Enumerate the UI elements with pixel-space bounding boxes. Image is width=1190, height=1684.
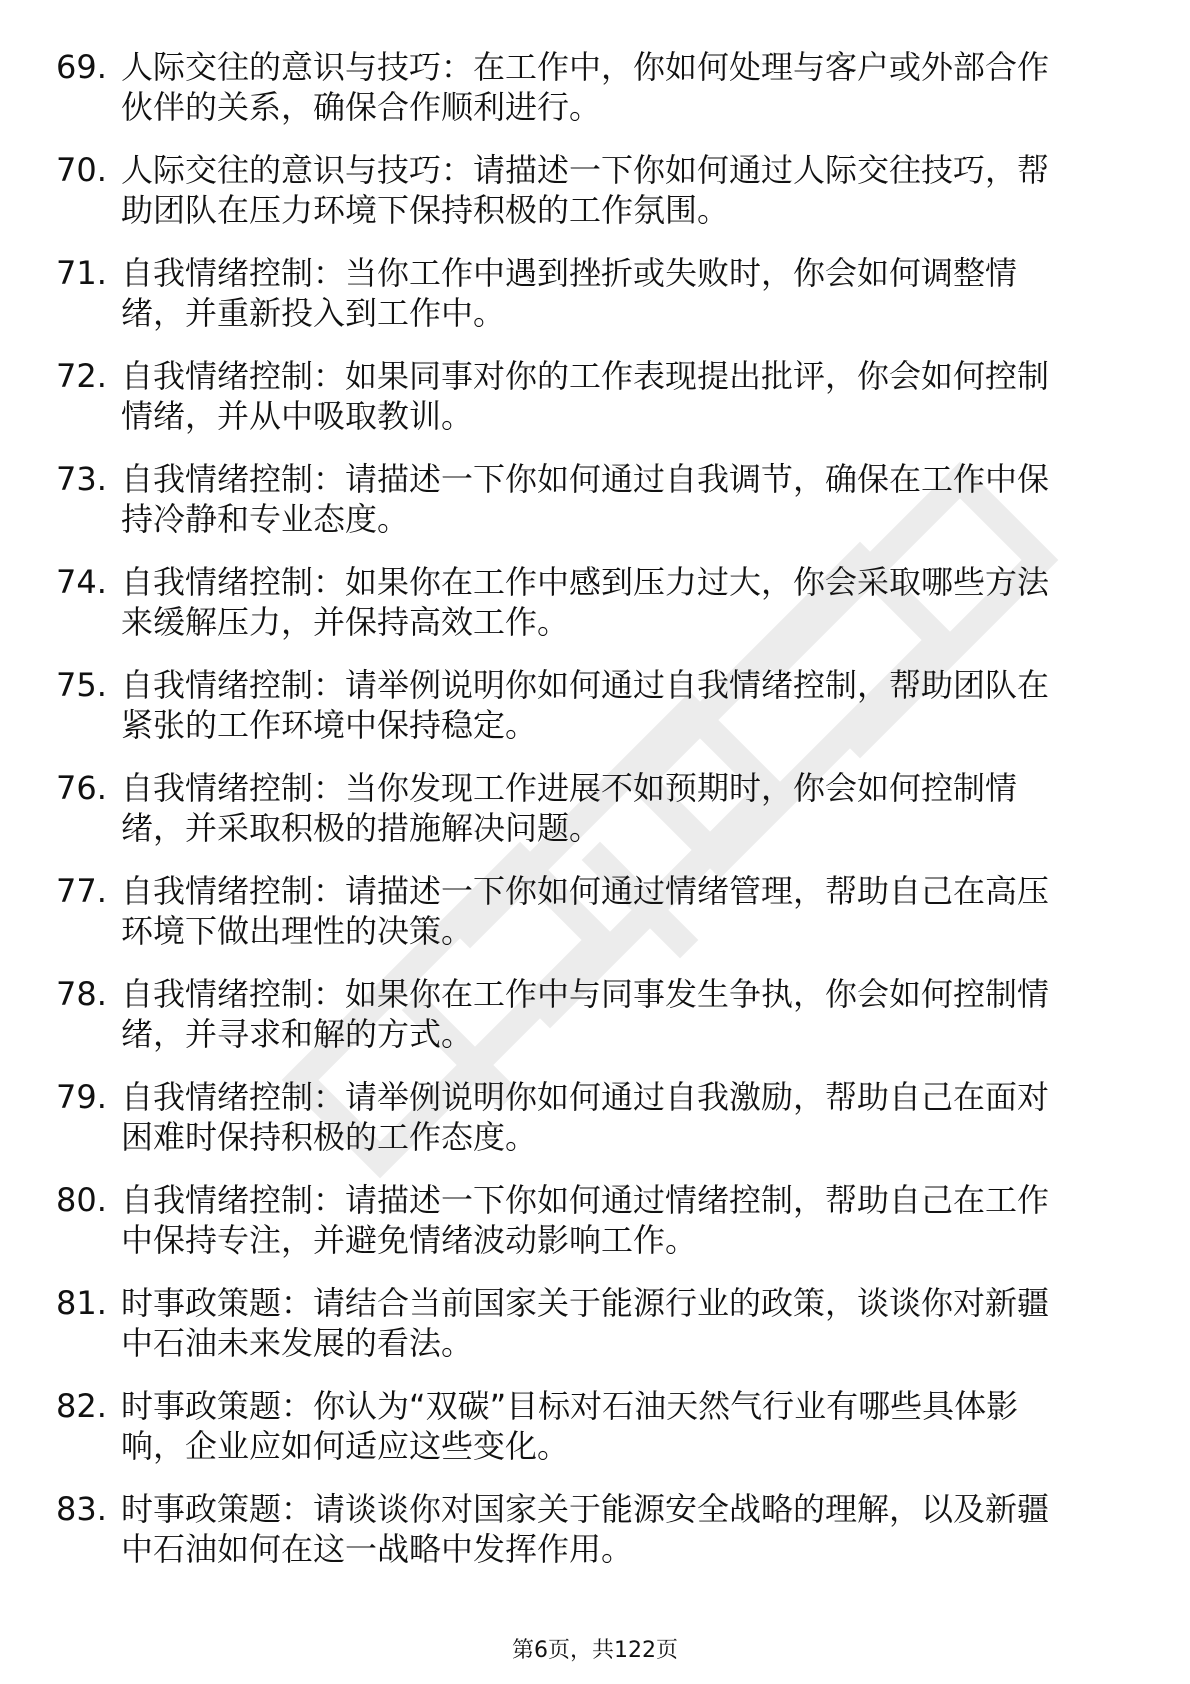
item-text: 人际交往的意识与技巧：在工作中，你如何处理与客户或外部合作伙伴的关系，确保合作顺利进行。 xyxy=(121,48,1050,126)
item-text: 自我情绪控制：请描述一下你如何通过自我调节，确保在工作中保持冷静和专业态度。 xyxy=(121,460,1050,538)
list-item xyxy=(0,974,1190,1077)
item-number: 76. xyxy=(56,769,107,807)
item-text: 自我情绪控制：请描述一下你如何通过情绪控制，帮助自己在工作中保持专注，并避免情绪波动影响工作。 xyxy=(121,1181,1050,1259)
item-text: 自我情绪控制：当你发现工作进展不如预期时，你会如何控制情绪，并采取积极的措施解决问题。 xyxy=(121,769,1018,847)
item-number: 80. xyxy=(56,1181,107,1219)
item-text: 时事政策题：请谈谈你对国家关于能源安全战略的理解，以及新疆中石油如何在这一战略中发挥作用。 xyxy=(121,1490,1050,1568)
item-number: 81. xyxy=(56,1284,107,1322)
item-number: 78. xyxy=(56,975,107,1013)
item-number: 73. xyxy=(56,460,107,498)
list-item xyxy=(0,1077,1190,1180)
list-item xyxy=(0,150,1190,253)
list-item xyxy=(0,253,1190,356)
item-text: 自我情绪控制：如果同事对你的工作表现提出批评，你会如何控制情绪，并从中吸取教训。 xyxy=(121,357,1050,435)
item-text: 自我情绪控制：如果你在工作中感到压力过大，你会采取哪些方法来缓解压力，并保持高效工作。 xyxy=(121,563,1050,641)
page-number-label: 第6页，共122页 xyxy=(512,1638,678,1663)
list-item xyxy=(0,1489,1190,1592)
question-list xyxy=(0,47,1190,1592)
item-number: 72. xyxy=(56,357,107,395)
page-footer xyxy=(0,1636,1190,1666)
list-item xyxy=(0,768,1190,871)
item-number: 70. xyxy=(56,151,107,189)
list-item xyxy=(0,1180,1190,1283)
item-number: 75. xyxy=(56,666,107,704)
list-item xyxy=(0,459,1190,562)
item-text: 人际交往的意识与技巧：请描述一下你如何通过人际交往技巧，帮助团队在压力环境下保持积极的工作氛围。 xyxy=(121,151,1050,229)
item-number: 71. xyxy=(56,254,107,292)
item-number: 79. xyxy=(56,1078,107,1116)
list-item xyxy=(0,47,1190,150)
item-text: 时事政策题：请结合当前国家关于能源行业的政策，谈谈你对新疆中石油未来发展的看法。 xyxy=(121,1284,1050,1362)
list-item xyxy=(0,871,1190,974)
list-item xyxy=(0,356,1190,459)
list-item xyxy=(0,562,1190,665)
item-number: 83. xyxy=(56,1490,107,1528)
list-item xyxy=(0,665,1190,768)
item-text: 自我情绪控制：请举例说明你如何通过自我激励，帮助自己在面对困难时保持积极的工作态度。 xyxy=(121,1078,1050,1156)
item-text: 时事政策题：你认为“双碳”目标对石油天然气行业有哪些具体影响，企业应如何适应这些变化。 xyxy=(121,1387,1019,1465)
item-number: 82. xyxy=(56,1387,107,1425)
item-text: 自我情绪控制：请描述一下你如何通过情绪管理，帮助自己在高压环境下做出理性的决策。 xyxy=(121,872,1050,950)
item-number: 77. xyxy=(56,872,107,910)
item-number: 74. xyxy=(56,563,107,601)
item-text: 自我情绪控制：如果你在工作中与同事发生争执，你会如何控制情绪，并寻求和解的方式。 xyxy=(121,975,1050,1053)
list-item xyxy=(0,1283,1190,1386)
item-text: 自我情绪控制：请举例说明你如何通过自我情绪控制，帮助团队在紧张的工作环境中保持稳定。 xyxy=(121,666,1050,744)
list-item xyxy=(0,1386,1190,1489)
item-text: 自我情绪控制：当你工作中遇到挫折或失败时，你会如何调整情绪，并重新投入到工作中。 xyxy=(121,254,1018,332)
item-number: 69. xyxy=(56,48,107,86)
